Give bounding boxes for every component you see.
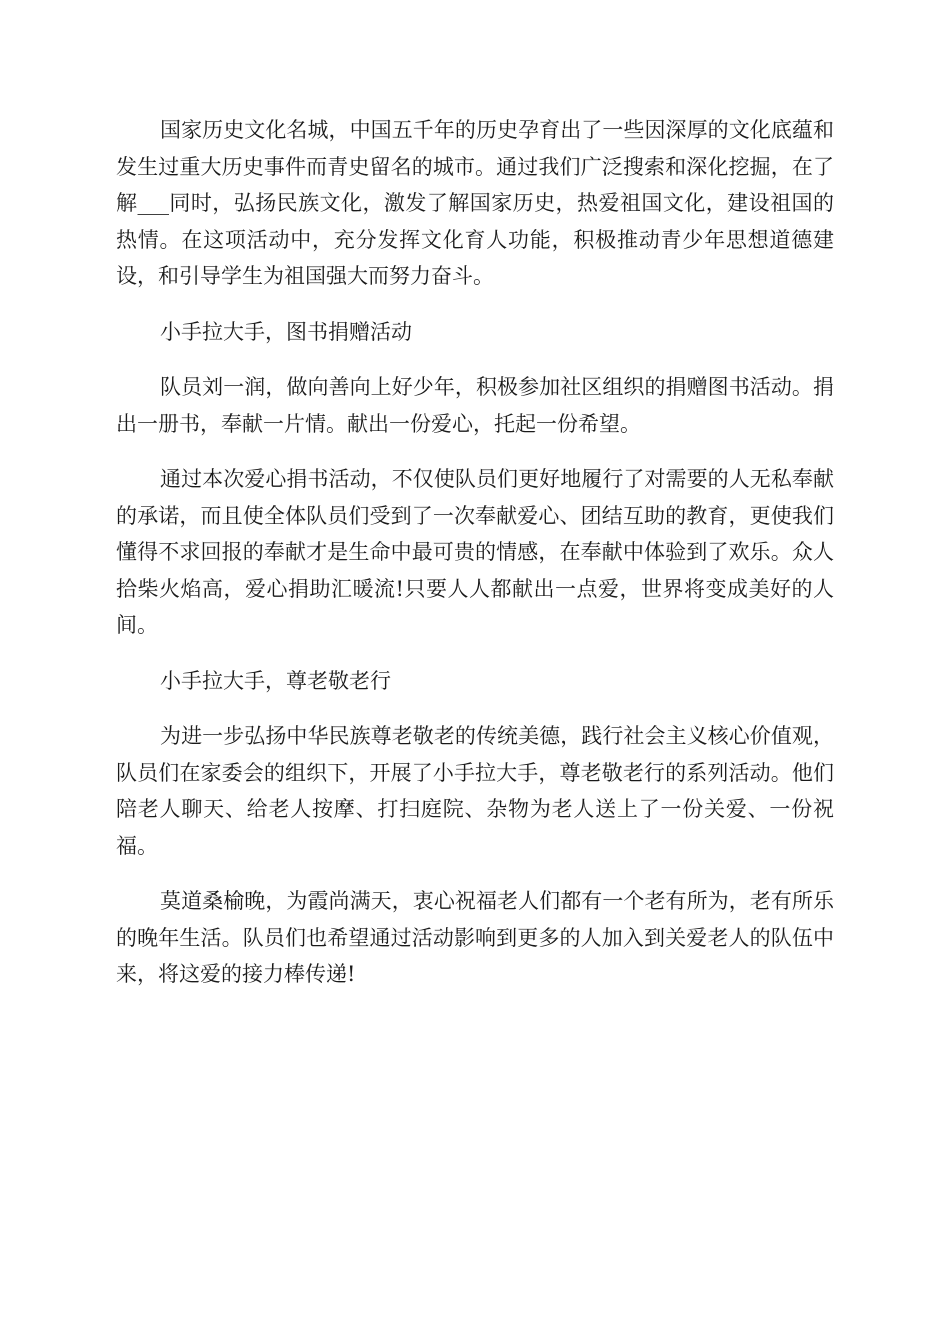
- heading-book-donation: 小手拉大手，图书捐赠活动: [160, 319, 412, 344]
- paragraph-donation-reflection: 通过本次爱心捐书活动，不仅使队员们更好地履行了对需要的人无私奉献的承诺，而且使全体队员们受到了一次奉献爱心、团结互助的教育，更使我们懂得不求回报的奉献才是生命中最可贵的情感，在奉献中体验到了欢乐。众人拾柴火焰高，爱心捐助汇暖流!只要人人都献出一点爱，世界将变成美好的人间。: [116, 467, 834, 637]
- document-body: [116, 112, 834, 1012]
- paragraph-respect-elderly-activity: 为进一步弘扬中华民族尊老敬老的传统美德，践行社会主义核心价值观，队员们在家委会的组织下，开展了小手拉大手，尊老敬老行的系列活动。他们陪老人聊天、给老人按摩、打扫庭院、杂物为老人送上了一份关爱、一份祝福。: [116, 724, 834, 858]
- paragraph-historic-cities: 国家历史文化名城，中国五千年的历史孕育出了一些因深厚的文化底蕴和发生过重大历史事件而青史留名的城市。通过我们广泛搜索和深化挖掘，在了解___同时，弘扬民族文化，激发了解国家历史，热爱祖国文化，建设祖国的热情。在这项活动中，充分发挥文化育人功能，积极推动青少年思想道德建设，和引导学生为祖国强大而努力奋斗。: [116, 118, 834, 288]
- heading-respect-elderly: 小手拉大手，尊老敬老行: [160, 668, 391, 693]
- paragraph-blessing-elderly: 莫道桑榆晚，为霞尚满天，衷心祝福老人们都有一个老有所为，老有所乐的晚年生活。队员们也希望通过活动影响到更多的人加入到关爱老人的队伍中来，将这爱的接力棒传递!: [116, 889, 834, 986]
- paragraph-liu-yirun: 队员刘一润，做向善向上好少年，积极参加社区组织的捐赠图书活动。捐出一册书，奉献一片情。献出一份爱心，托起一份希望。: [116, 375, 834, 436]
